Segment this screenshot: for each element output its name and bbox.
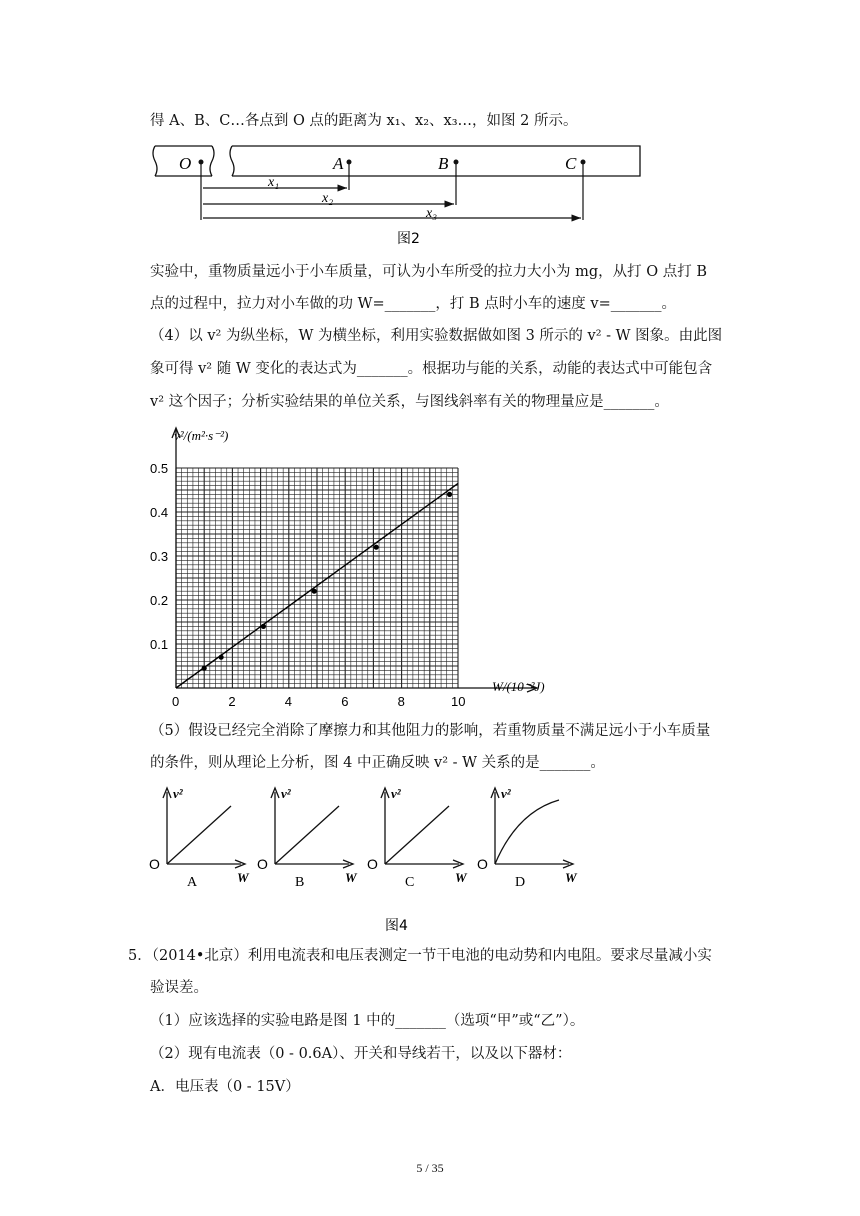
tape-label-O: O xyxy=(179,154,192,173)
fig4-panel-B xyxy=(257,786,358,890)
v2-w-chart xyxy=(140,420,580,720)
text-line-12: （2）现有电流表（0 - 0.6A）、开关和导线若干，以及以下器材： xyxy=(150,1046,572,1062)
fig4-panel-A xyxy=(149,786,250,890)
fig4-origin-label: O xyxy=(477,856,488,872)
point-O-dot xyxy=(199,160,204,165)
text-line-2: 实验中，重物质量远小于小车质量，可认为小车所受的拉力大小为 mg，从打 O 点打 B xyxy=(150,264,708,280)
distance-x3-label: x₃ xyxy=(426,206,438,221)
text-line-3: 点的过程中，拉力对小车做的功 W=_______，打 B 点时小车的速度 v=_______。 xyxy=(150,296,676,312)
point-A-dot xyxy=(347,160,352,165)
chart-grid xyxy=(176,468,458,688)
text-line-6: v² 这个因子；分析实验结果的单位关系，与图线斜率有关的物理量应是_______。 xyxy=(150,394,669,410)
text-line-11: （1）应该选择的实验电路是图 1 中的_______（选项“甲”或“乙”）。 xyxy=(150,1013,585,1029)
curve-mark xyxy=(495,800,559,864)
fig4-panel-label: D xyxy=(515,875,526,890)
point-B-dot xyxy=(454,160,459,165)
y-tick-label: 0.5 xyxy=(150,461,169,476)
text-line-10: 验误差。 xyxy=(150,980,208,996)
fig4-x-label: W xyxy=(455,870,467,885)
fig4-origin-label: O xyxy=(367,856,378,872)
fig4-x-label: W xyxy=(237,870,249,885)
tape-label-A: A xyxy=(333,154,344,173)
x-tick-label: 2 xyxy=(228,694,236,709)
fig4-panel-D xyxy=(477,786,578,890)
figure-2-caption: 图2 xyxy=(397,231,420,247)
text-line-8: 的条件，则从理论上分析，图 4 中正确反映 v² - W 关系的是_______。 xyxy=(150,755,605,771)
data-point xyxy=(202,666,207,671)
data-point xyxy=(447,492,452,497)
x-tick-label: 4 xyxy=(284,694,293,709)
y-tick-label: 0.3 xyxy=(150,549,169,564)
data-point xyxy=(374,545,379,550)
line-mark xyxy=(275,806,339,864)
text-line-4: （4）以 v² 为纵坐标，W 为横坐标，利用实验数据做如图 3 所示的 v² - W 图象。由此图 xyxy=(150,328,723,344)
tape-label-B: B xyxy=(438,154,449,173)
tape-label-C: C xyxy=(565,154,577,173)
x-tick-label: 10 xyxy=(451,694,466,709)
fig4-y-label: v² xyxy=(501,786,511,801)
line-mark xyxy=(385,806,449,864)
text-line-9: 5．（2014•北京）利用电流表和电压表测定一节干电池的电动势和内电阻。要求尽量减小实 xyxy=(128,948,712,964)
page-number: 5 / 35 xyxy=(416,1161,444,1175)
text-line-7: （5）假设已经完全消除了摩擦力和其他阻力的影响，若重物质量不满足远小于小车质量 xyxy=(150,723,711,739)
x-tick-label: 8 xyxy=(397,694,405,709)
fig4-y-label: v² xyxy=(391,786,401,801)
fig4-origin-label: O xyxy=(149,856,160,872)
figure-4-caption: 图4 xyxy=(385,918,408,934)
fig4-panel-label: A xyxy=(187,875,198,890)
x-axis-label: W/(10⁻²J) xyxy=(492,679,545,694)
fig4-panel-label: B xyxy=(295,875,305,890)
fig4-panel-label: C xyxy=(405,875,415,890)
data-point xyxy=(261,624,266,629)
data-point xyxy=(219,655,224,660)
text-line-13: A．电压表（0 - 15V） xyxy=(150,1079,300,1095)
fig4-x-label: W xyxy=(565,870,577,885)
fig4-y-label: v² xyxy=(173,786,183,801)
text-line-1: 得 A、B、C…各点到 O 点的距离为 x₁、x₂、x₃…，如图 2 所示。 xyxy=(150,113,578,129)
x-tick-label: 6 xyxy=(341,694,349,709)
x-tick-label: 0 xyxy=(172,694,180,709)
line-mark xyxy=(167,806,231,864)
fig4-panel-C xyxy=(367,786,468,890)
y-tick-label: 0.4 xyxy=(150,505,169,520)
distance-x1-label: x₁ xyxy=(268,175,280,190)
tape-figure xyxy=(150,140,645,252)
text-line-5: 象可得 v² 随 W 变化的表达式为_______。根据功与能的关系，动能的表达式中可能包含 xyxy=(150,361,713,377)
y-axis-label: v²/(m²·s⁻²) xyxy=(174,428,229,443)
distance-x2-label: x₂ xyxy=(322,191,334,206)
y-tick-label: 0.2 xyxy=(150,593,169,608)
y-tick-label: 0.1 xyxy=(150,637,169,652)
point-C-dot xyxy=(581,160,586,165)
fig4-x-label: W xyxy=(345,870,357,885)
data-point xyxy=(312,589,317,594)
fig4-y-label: v² xyxy=(281,786,291,801)
fig4-origin-label: O xyxy=(257,856,268,872)
figure-4 xyxy=(145,780,585,936)
